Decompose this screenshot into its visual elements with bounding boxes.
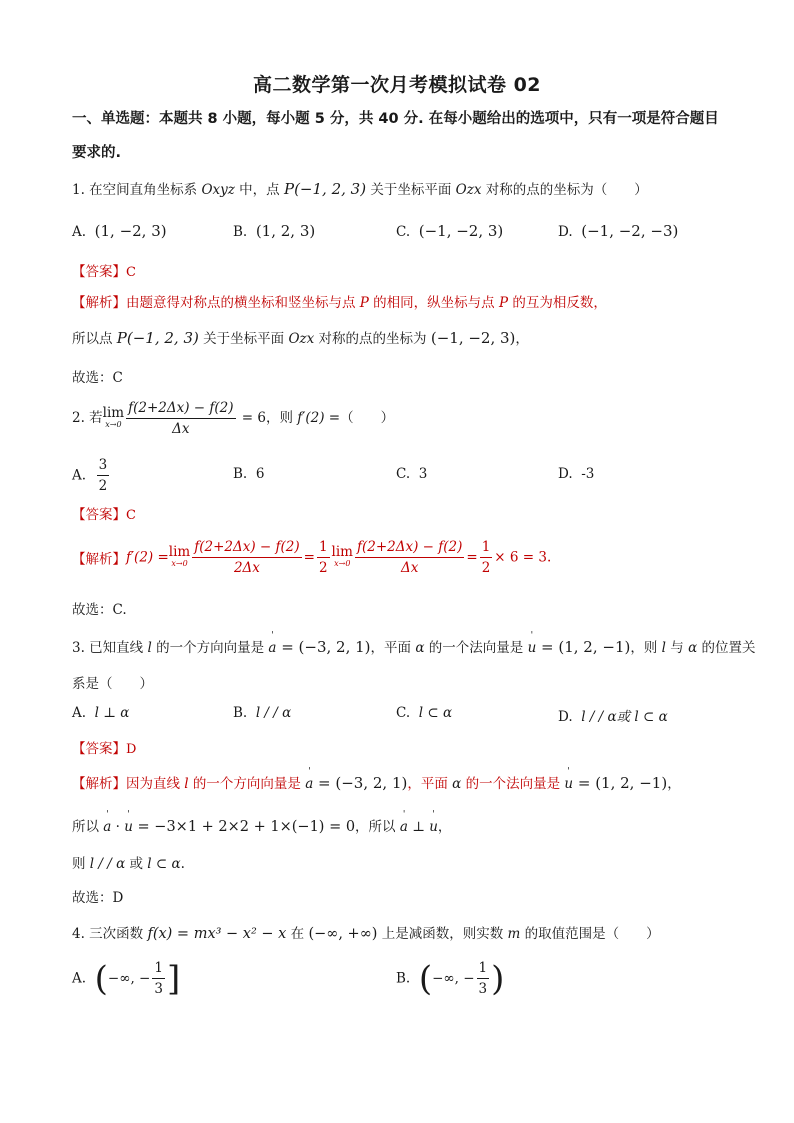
q4-options-1-label-text: B. — [396, 970, 411, 987]
q3-an-e-text: ， — [667, 776, 681, 792]
q3-l2-dot-u-text: ' u — [124, 819, 133, 835]
q1-options-3-value-text: (−1, −2, −3) — [581, 222, 679, 240]
question-1-stem — [72, 178, 648, 198]
q2-stem-b-text: ，则 — [266, 410, 298, 426]
q3-options-3-value-text: l / / α或 l ⊂ α — [581, 709, 668, 725]
q1-analysis — [72, 291, 607, 311]
q1-stem-b-text: 中，点 — [234, 182, 284, 198]
q3-l2-perp-text: ⊥ — [407, 819, 430, 835]
q2-answer — [72, 503, 136, 523]
q3-l3-expr2-text: l ⊂ α — [147, 856, 181, 872]
q4-stem-b-text: 在 — [286, 926, 309, 942]
q2-analysis-tag-text: 【解析】 — [72, 551, 126, 568]
q1-answer — [72, 260, 136, 280]
q3-l3-a-text: 则 — [72, 856, 90, 872]
q3-l2-a-text: 所以 — [72, 819, 104, 835]
q4-options-0-open-text: ( — [94, 958, 108, 999]
q3-options-0-label-text: A. — [72, 705, 87, 721]
q4-options-0-den-text: 3 — [154, 981, 163, 997]
q2-a-den1-text: 2Δx — [233, 560, 260, 576]
q2-conclusion: 故选：C. — [72, 602, 127, 618]
q4-func-text: f(x) = mx³ − x² − x — [147, 926, 287, 942]
q3-stem-e-text: ，则 — [630, 640, 662, 656]
q3-an-b-text: 的一个方向向量是 — [188, 776, 306, 792]
q1-option-d — [558, 222, 678, 240]
q2-stem-c-text: （ ） — [340, 410, 395, 426]
q2-stem-a-text: 2. 若 — [72, 410, 103, 426]
q2-options-2-label-text: C. — [396, 466, 411, 482]
q2-option-c — [396, 466, 427, 482]
q2-options-1-value-text: 6 — [255, 466, 265, 482]
q3-an-d-text: 的一个法向量是 — [461, 776, 565, 792]
q3-stem-b-text: 的一个方向向量是 — [151, 640, 269, 656]
q4-m-text: m — [507, 926, 521, 942]
limit-operator — [331, 543, 353, 570]
q3-analysis-line2 — [72, 815, 451, 835]
q1-line2-a-text: 所以点 — [72, 331, 117, 347]
q2-a-num1-text: f(2+2Δx) − f(2) — [192, 537, 301, 558]
q1-coord-text: Oxyz — [201, 182, 235, 198]
q3-l2-dot-a-text: ' a — [103, 819, 111, 835]
q3-alpha2-text: α — [688, 640, 698, 656]
q2-answer-text: C — [126, 508, 136, 523]
q3-conclusion: 故选：D — [72, 890, 124, 906]
q3-an-alpha-text: α — [452, 776, 462, 792]
q4-options-1-close-text: ) — [491, 958, 505, 999]
q4-interval-text: (−∞, +∞) — [308, 926, 378, 942]
q1-options-3-label-text: D. — [558, 224, 573, 240]
q1-stem-c-text: 关于坐标平面 — [366, 182, 456, 198]
q1-analysis-a-text: 由题意得对称点的横坐标和竖坐标与点 — [126, 295, 360, 311]
question-2-stem — [72, 398, 394, 439]
q3-an-aval-text: = (−3, 2, 1) — [313, 774, 408, 792]
q2-options-2-value-text: 3 — [418, 466, 428, 482]
q1-options-0-label-text: A. — [72, 224, 87, 240]
q3-l-text: l — [147, 640, 152, 656]
q4-options-0-lead-text: −∞, − — [107, 970, 151, 987]
q2-options-0-num-text: 3 — [97, 455, 110, 476]
q1-analysis-b-text: 的相同，纵坐标与点 — [368, 295, 499, 311]
q3-options-2-label-text: C. — [396, 705, 411, 721]
q3-options-1-label-text: B. — [233, 705, 248, 721]
q2-a-half-num-text: 1 — [317, 537, 330, 558]
q3-an-c-text: ，平面 — [407, 776, 453, 792]
q3-a-val-text: = (−3, 2, 1) — [276, 638, 371, 656]
q2-a-lim-sub-text: x→0 — [171, 558, 188, 568]
q4-options-0-num-text: 1 — [152, 958, 165, 979]
q3-option-c — [396, 705, 452, 721]
q3-an-uval-text: = (1, 2, −1) — [573, 774, 668, 792]
q4-options-0-close-text: ] — [166, 958, 181, 999]
q2-a-half2-den-text: 2 — [481, 560, 491, 576]
q2-den-text: Δx — [172, 421, 190, 437]
q1-analysis-p1-text: P — [359, 295, 369, 311]
q1-analysis-p2-text: P — [498, 295, 509, 311]
q3-u-vec-text: ' u — [528, 640, 537, 656]
q3-stem-f-text: 与 — [665, 640, 689, 656]
q2-a-half2-num-text: 1 — [480, 537, 493, 558]
q3-stem-c-text: ，平面 — [370, 640, 416, 656]
q1-options-2-label-text: C. — [396, 224, 411, 240]
q3-options-1-value-text: l / / α — [255, 705, 292, 721]
q2-a-lim2-text: lim — [331, 543, 353, 560]
q3-stem-d-text: 的一个法向量是 — [424, 640, 528, 656]
limit-operator — [168, 543, 191, 570]
q2-lim-text: lim — [102, 404, 125, 421]
q3-l3-expr1-text: l / / α — [89, 856, 126, 872]
q4-option-b — [396, 958, 504, 999]
q2-a-lim-text: lim — [168, 543, 191, 560]
q1-conclusion: 故选：C — [72, 370, 123, 386]
q1-option-c — [396, 222, 503, 240]
question-4-stem — [72, 922, 660, 942]
q3-l2-perp-a-text: ' a — [400, 819, 408, 835]
q2-option-a — [72, 455, 111, 496]
q2-a-lim2-sub-text: x→0 — [334, 558, 351, 568]
q1-answer-tag-text: 【答案】 — [72, 264, 126, 280]
q4-options-0-label-text: A. — [72, 970, 87, 987]
q2-num-text: f(2+2Δx) − f(2) — [126, 398, 235, 419]
q4-stem-a-text: 4. 三次函数 — [72, 926, 148, 942]
q3-option-b — [233, 705, 291, 721]
q3-l3-b-text: 或 — [125, 856, 148, 872]
q3-options-3-label-text: D. — [558, 709, 573, 725]
q1-options-0-value-text: (1, −2, 3) — [94, 222, 167, 240]
q3-l3-c-text: . — [180, 856, 185, 872]
q2-option-b — [233, 466, 264, 482]
q2-a-eq2-text: = — [466, 549, 478, 566]
q2-answer-tag-text: 【答案】 — [72, 507, 126, 523]
q3-option-d — [558, 705, 668, 725]
question-3-stem — [72, 636, 756, 656]
q1-analysis-line2 — [72, 327, 529, 347]
q3-l2-text: l — [661, 640, 666, 656]
q1-line2-b-text: 关于坐标平面 — [198, 331, 289, 347]
q3-alpha-text: α — [415, 640, 425, 656]
q3-an-a-text: 因为直线 — [126, 776, 185, 792]
q1-answer-text: C — [126, 265, 136, 280]
q2-a-eq-text: = — [303, 549, 315, 566]
q1-options-2-value-text: (−1, −2, 3) — [418, 222, 504, 240]
q2-options-3-label-text: D. — [558, 466, 573, 482]
question-3-stem-line2: 系是（ ） — [72, 676, 153, 692]
q1-options-1-value-text: (1, 2, 3) — [255, 222, 316, 240]
q3-u-val-text: = (1, 2, −1) — [536, 638, 631, 656]
q1-analysis-c-text: 的互为相反数， — [508, 295, 607, 311]
fraction — [317, 537, 330, 578]
q4-stem-d-text: 的取值范围是（ ） — [520, 926, 660, 942]
q3-l2-expr-text: = −3×1 + 2×2 + 1×(−1) = 0 — [132, 819, 356, 835]
q3-stem-g-text: 的位置关 — [697, 640, 756, 656]
q2-options-1-label-text: B. — [233, 466, 248, 482]
q3-an-avec-text: ' a — [305, 776, 313, 792]
q4-stem-c-text: 上是减函数，则实数 — [377, 926, 508, 942]
q3-answer-tag-text: 【答案】 — [72, 741, 126, 757]
q3-answer — [72, 737, 136, 757]
q3-a-vec-text: ' a — [268, 640, 276, 656]
q3-an-uvec-text: ' u — [564, 776, 573, 792]
q2-eq-text: = 6 — [237, 410, 266, 426]
section-header: 一、单选题：本题共 8 小题，每小题 5 分，共 40 分. 在每小题给出的选项中，只有一项是符合题目要求的. — [72, 111, 719, 161]
fraction — [192, 537, 301, 578]
q3-analysis — [72, 772, 681, 792]
q3-analysis-tag-text: 【解析】 — [72, 776, 126, 792]
q1-line2-result-text: (−1, −2, 3) — [430, 329, 516, 347]
q1-line2-d-text: ， — [515, 331, 529, 347]
q3-l2-b-text: ，所以 — [355, 819, 400, 835]
q1-line2-c-text: 对称的点的坐标为 — [314, 331, 431, 347]
q3-l2-dot-text: · — [111, 819, 125, 835]
q1-options-1-label-text: B. — [233, 224, 248, 240]
q2-a-den2-text: Δx — [401, 560, 419, 576]
q2-a-deriv-text: f′(2) = — [126, 549, 169, 566]
q1-stem-d-text: 对称的点的坐标为（ ） — [481, 182, 648, 198]
q2-options-0-label-text: A. — [72, 467, 87, 484]
q3-stem-a-text: 3. 已知直线 — [72, 640, 148, 656]
q2-lim-sub-text: x→0 — [105, 419, 122, 429]
q2-a-half-den-text: 2 — [318, 560, 328, 576]
q1-analysis-tag-text: 【解析】 — [72, 295, 126, 311]
fraction — [97, 455, 110, 496]
q1-option-b — [233, 222, 315, 240]
q4-options-1-lead-text: −∞, − — [432, 970, 475, 987]
q1-stem-a-text: 1. 在空间直角坐标系 — [72, 182, 202, 198]
limit-operator — [102, 404, 125, 431]
fraction — [126, 398, 235, 439]
q2-options-0-den-text: 2 — [98, 478, 108, 494]
fraction — [480, 537, 493, 578]
q3-option-a — [72, 705, 129, 721]
page-title: 高二数学第一次月考模拟试卷 02 — [252, 74, 542, 96]
fraction — [152, 958, 165, 999]
q2-analysis — [72, 537, 551, 578]
q1-line2-point-text: P(−1, 2, 3) — [116, 329, 199, 347]
q2-a-num2-text: f(2+2Δx) − f(2) — [355, 537, 464, 558]
q3-options-0-value-text: l ⊥ α — [94, 705, 130, 721]
q2-deriv-text: f′(2) = — [297, 410, 341, 426]
q3-l2-perp-u-text: ' u — [429, 819, 438, 835]
q2-option-d — [558, 466, 594, 482]
fraction — [477, 958, 490, 999]
q4-options-1-den-text: 3 — [478, 981, 488, 997]
q1-option-a — [72, 222, 167, 240]
q3-analysis-line3 — [72, 852, 185, 872]
q1-point-text: P(−1, 2, 3) — [283, 180, 367, 198]
q3-options-2-value-text: l ⊂ α — [418, 705, 453, 721]
q4-options-1-num-text: 1 — [477, 958, 490, 979]
fraction — [355, 537, 464, 578]
q3-answer-text: D — [126, 742, 137, 757]
q1-plane-text: Ozx — [455, 182, 482, 198]
q1-line2-plane-text: Ozx — [288, 331, 315, 347]
q2-options-3-value-text: -3 — [581, 466, 595, 482]
q3-an-l-text: l — [184, 776, 189, 792]
q4-options-1-open-text: ( — [418, 958, 433, 999]
q3-l2-c-text: ， — [437, 819, 452, 835]
q4-option-a — [72, 958, 180, 999]
q2-a-tail-text: × 6 = 3. — [494, 549, 552, 566]
